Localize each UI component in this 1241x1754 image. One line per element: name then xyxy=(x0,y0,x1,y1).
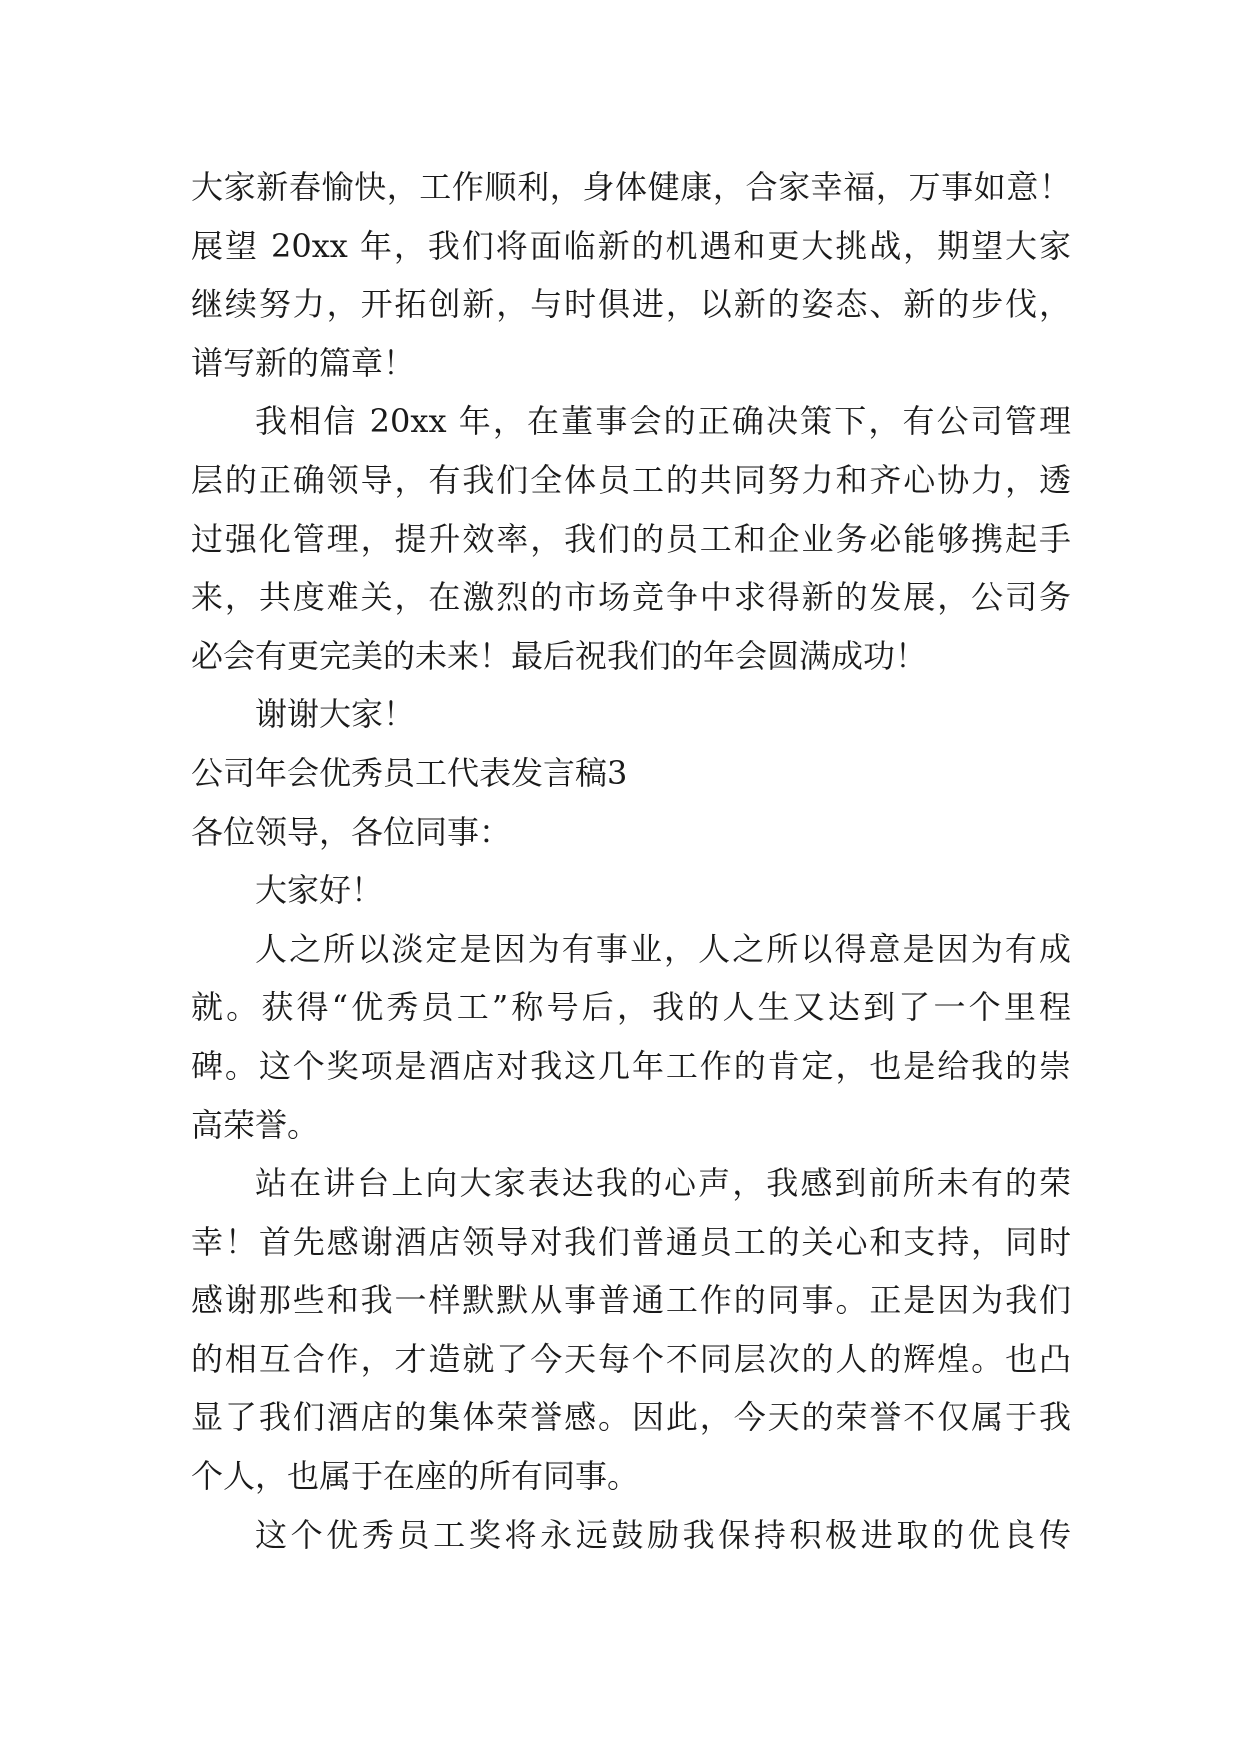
text-line: 显了我们酒店的集体荣誉感。因此，今天的荣誉不仅属于我 xyxy=(191,1398,1071,1437)
text-line: 层的正确领导，有我们全体员工的共同努力和齐心协力，透 xyxy=(191,460,1071,499)
text-line: 大家新春愉快，工作顺利，身体健康，合家幸福，万事如意！ xyxy=(191,168,1071,206)
text-line: 碑。这个奖项是酒店对我这几年工作的肯定，也是给我的崇 xyxy=(191,1046,1071,1085)
text-line: 过强化管理，提升效率，我们的员工和企业务必能够携起手 xyxy=(191,519,1071,558)
text-line: 这个优秀员工奖将永远鼓励我保持积极进取的优良传 xyxy=(255,1515,1071,1554)
text-line: 高荣誉。 xyxy=(191,1105,320,1144)
text-line: 的相互合作，才造就了今天每个不同层次的人的辉煌。也凸 xyxy=(191,1339,1071,1378)
text-line: 人之所以淡定是因为有事业，人之所以得意是因为有成 xyxy=(255,929,1071,968)
section-heading: 公司年会优秀员工代表发言稿3 xyxy=(191,753,628,792)
text-line: 必会有更完美的未来！最后祝我们的年会圆满成功！ xyxy=(191,636,928,675)
text-line: 谱写新的篇章！ xyxy=(191,343,416,382)
text-line: 就。获得“优秀员工”称号后，我的人生又达到了一个里程 xyxy=(191,988,1071,1027)
text-line: 谢谢大家！ xyxy=(255,695,416,734)
text-line: 站在讲台上向大家表达我的心声，我感到前所未有的荣 xyxy=(255,1164,1071,1203)
text-line: 个人，也属于在座的所有同事。 xyxy=(191,1457,640,1496)
greeting: 大家好！ xyxy=(255,871,384,910)
text-line: 来，共度难关，在激烈的市场竞争中求得新的发展，公司务 xyxy=(191,578,1071,617)
text-line: 展望 20xx 年，我们将面临新的机遇和更大挑战，期望大家 xyxy=(191,226,1071,265)
text-line: 继续努力，开拓创新，与时俱进，以新的姿态、新的步伐， xyxy=(191,285,1071,324)
text-line: 感谢那些和我一样默默从事普通工作的同事。正是因为我们 xyxy=(191,1281,1071,1320)
salutation: 各位领导，各位同事： xyxy=(191,812,512,851)
document-body xyxy=(191,158,1071,1564)
text-line: 幸！首先感谢酒店领导对我们普通员工的关心和支持，同时 xyxy=(191,1222,1071,1261)
text-line: 我相信 20xx 年，在董事会的正确决策下，有公司管理 xyxy=(255,402,1071,441)
